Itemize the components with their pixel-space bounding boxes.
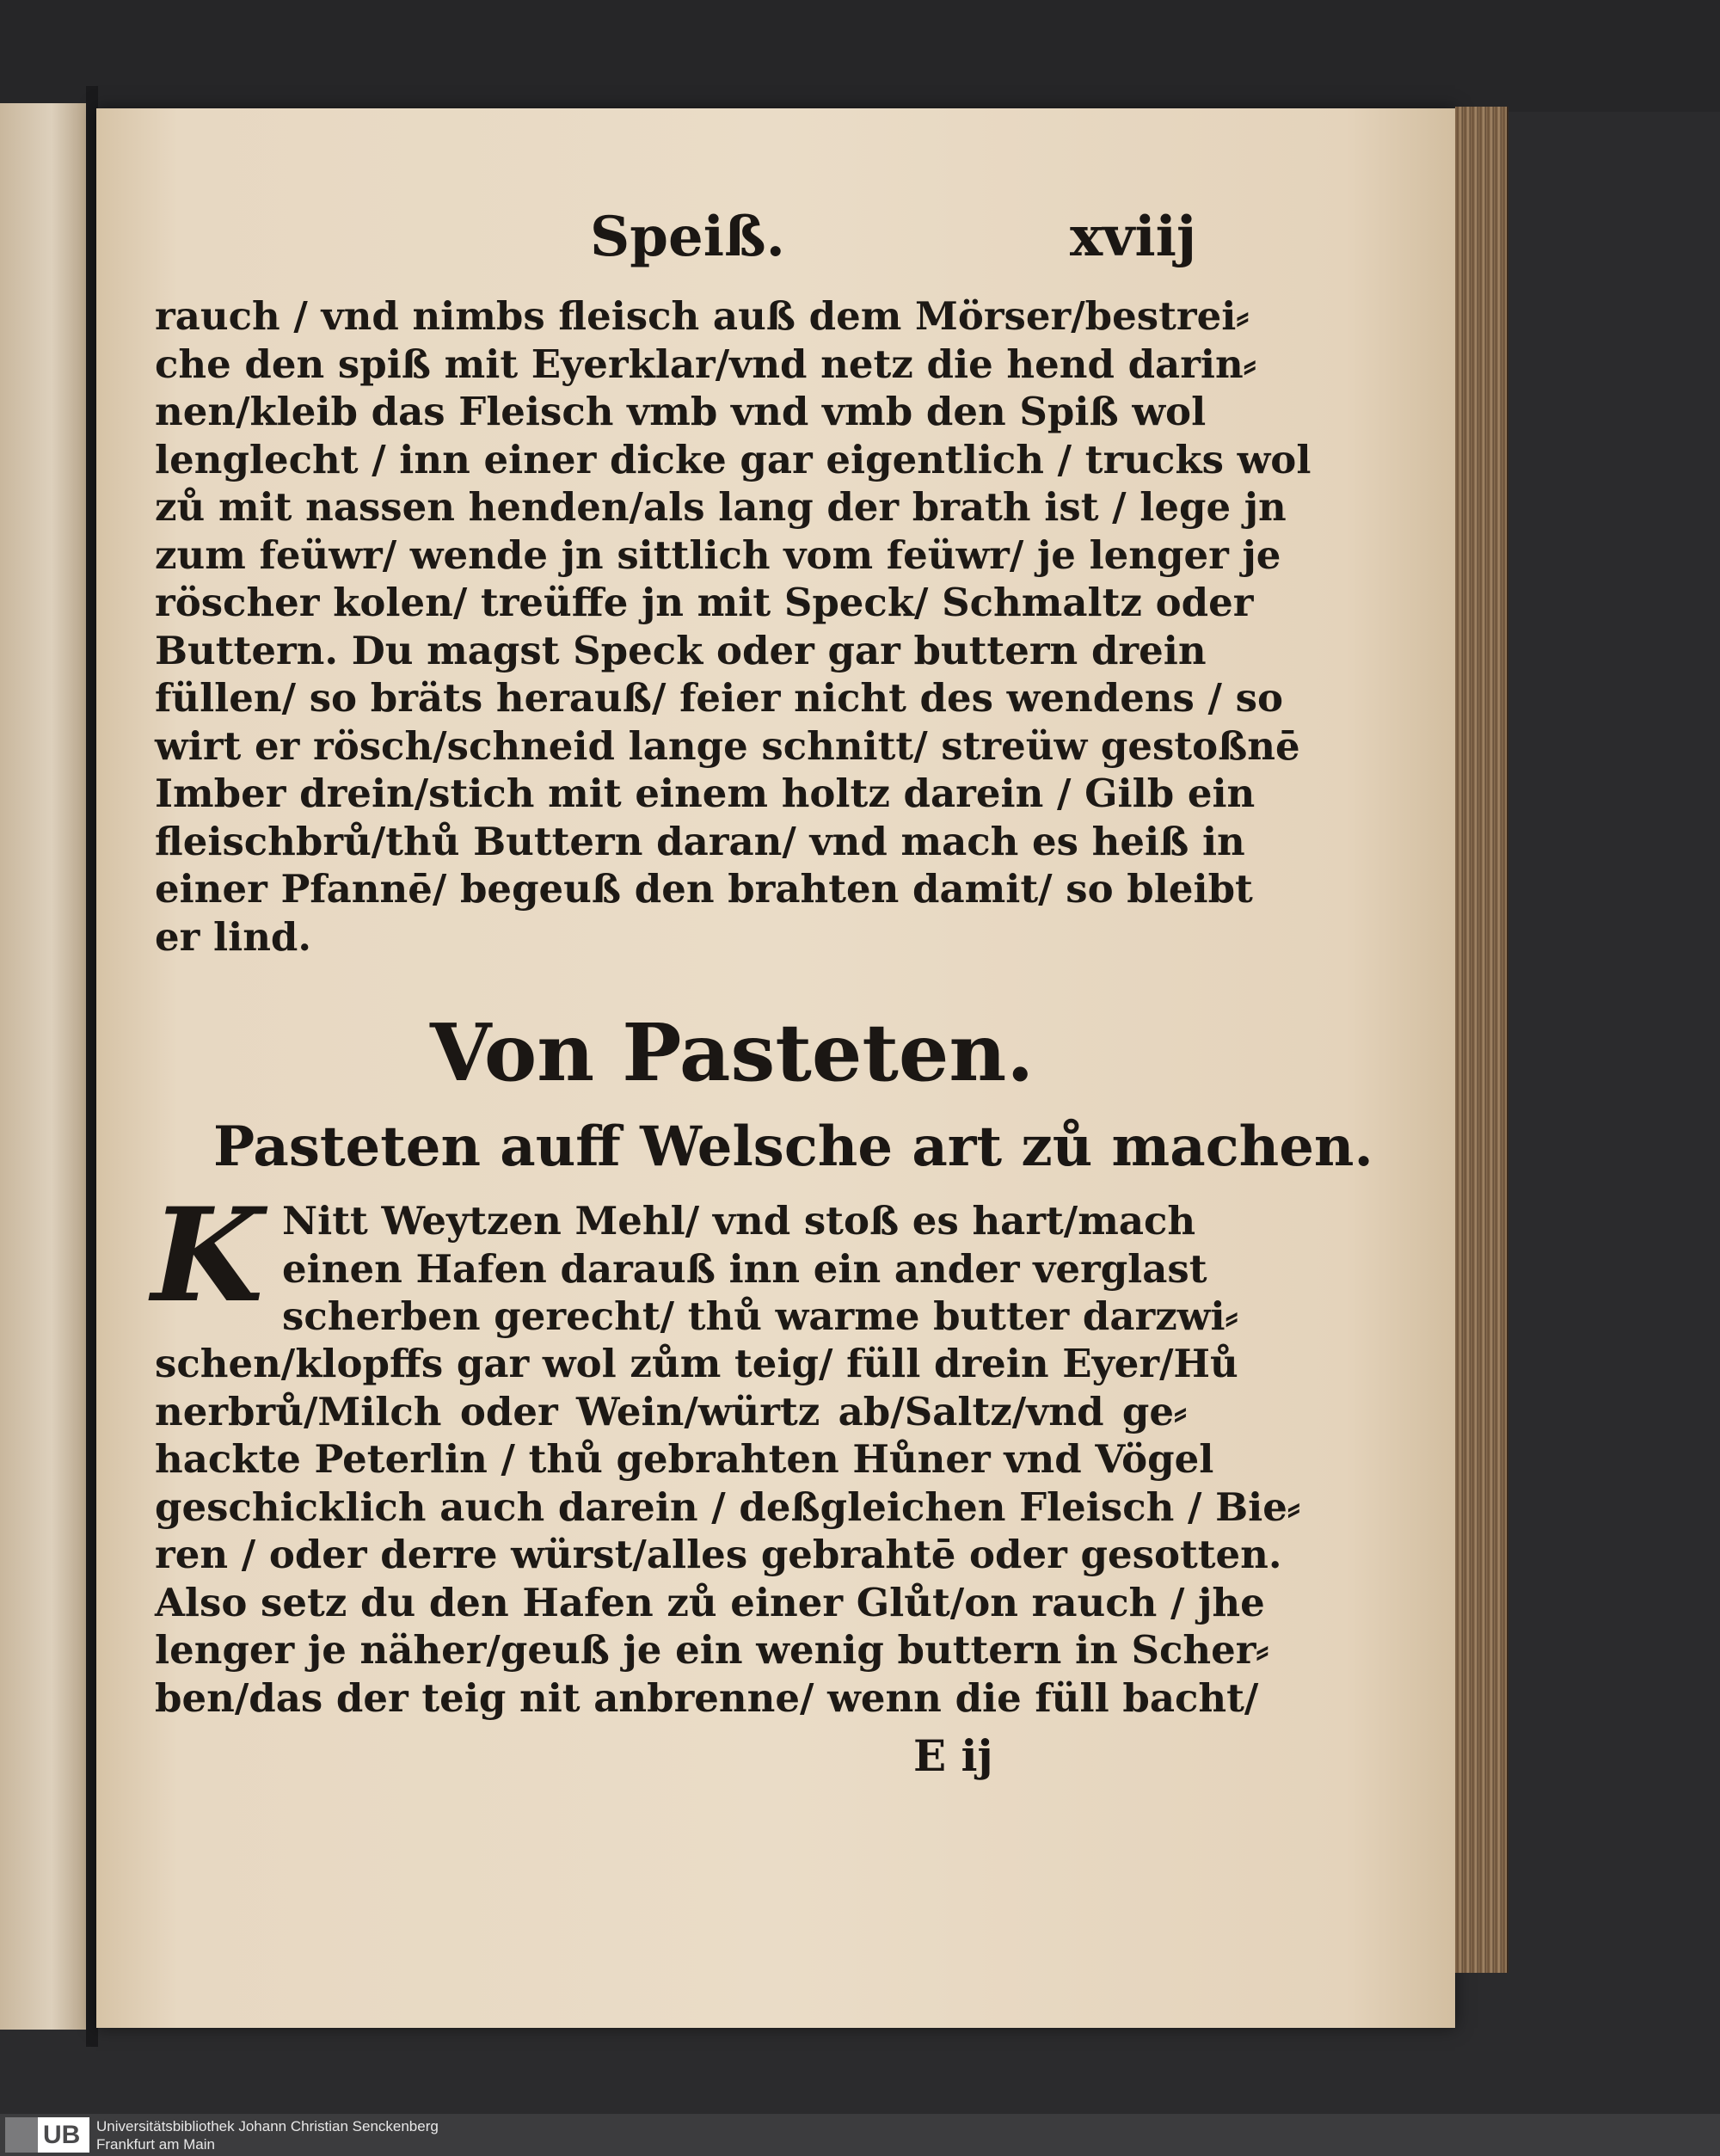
- ub-logo-text: UB: [43, 2120, 81, 2149]
- text-line: rauch / vnd nimbs fleisch auß dem Mörser/bestrei⸗: [155, 293, 1250, 339]
- text-line: Nitt Weytzen Mehl/ vnd stoß es hart/mach: [282, 1198, 1196, 1244]
- text-line: geschicklich auch darein / deßgleichen Fleisch / Bie⸗: [155, 1483, 1300, 1530]
- text-line: schen/klopffs gar wol zům teig/ füll drein Eyer/Hů: [155, 1341, 1238, 1386]
- running-title: Speiß.: [590, 205, 785, 269]
- ub-logo: [5, 2117, 89, 2153]
- text-line: lenglecht / inn einer dicke gar eigentlich / trucks wol: [155, 436, 1312, 482]
- recipe-subtitle: Pasteten auff Welsche art zů machen.: [213, 1115, 1373, 1179]
- text-line: scherben gerecht/ thů warme butter darzwi⸗: [282, 1293, 1238, 1339]
- library-name: Universitätsbibliothek Johann Christian Senckenberg: [96, 2118, 439, 2135]
- text-line: einer Pfannē/ begeuß den brahten damit/ so bleibt: [155, 866, 1253, 912]
- section-title: Von Pasteten.: [430, 1006, 1035, 1099]
- library-footer: [0, 2114, 1720, 2156]
- running-header: [590, 205, 1197, 282]
- ub-logo-square-icon: [5, 2117, 38, 2153]
- scan-backdrop: [0, 0, 1720, 112]
- page-stack-edge: [1455, 107, 1508, 1973]
- text-line: fleischbrů/thů Buttern daran/ vnd mach es heiß in: [155, 818, 1245, 864]
- text-line: Also setz du den Hafen zů einer Glůt/on rauch / jhe: [155, 1579, 1265, 1625]
- text-line: che den spiß mit Eyerklar/vnd netz die hend darin⸗: [155, 341, 1256, 387]
- text-line: röscher kolen/ treüffe jn mit Speck/ Schmaltz oder: [155, 580, 1254, 625]
- text-line: Buttern. Du magst Speck oder gar buttern drein: [155, 627, 1207, 673]
- paragraph-roast: [155, 292, 1312, 961]
- text-line: wirt er rösch/schneid lange schnitt/ streüw gestoßnē: [155, 722, 1300, 769]
- text-line: zů mit nassen henden/als lang der brath ist / lege jn: [155, 484, 1287, 530]
- text-line: hackte Peterlin / thů gebrahten Hůner vnd Vögel: [155, 1436, 1214, 1482]
- signature-mark: E ij: [913, 1730, 993, 1781]
- folio-number: xviij: [1070, 205, 1197, 269]
- library-credit: [96, 2117, 439, 2153]
- text-line: füllen/ so bräts herauß/ feier nicht des wendens / so: [155, 675, 1283, 721]
- facing-page-edge: [0, 103, 86, 2030]
- text-line: lenger je näher/geuß je ein wenig buttern in Scher⸗: [155, 1627, 1269, 1673]
- paragraph-pastry-indented: [282, 1197, 1238, 1341]
- library-city: Frankfurt am Main: [96, 2136, 215, 2153]
- text-line: ren / oder derre würst/alles gebrahtē oder gesotten.: [155, 1532, 1282, 1577]
- drop-cap-initial: K: [151, 1180, 264, 1331]
- text-line: er lind.: [155, 913, 312, 960]
- text-line: nerbrů/Milch oder Wein/würtz ab/Saltz/vnd ge⸗: [155, 1388, 1187, 1434]
- text-line: nen/kleib das Fleisch vmb vnd vmb den Spiß wol: [155, 389, 1207, 434]
- text-line: einen Hafen darauß inn ein ander verglast: [282, 1245, 1207, 1292]
- text-line: ben/das der teig nit anbrenne/ wenn die füll bacht/: [155, 1674, 1259, 1721]
- text-line: Imber drein/stich mit einem holtz darein / Gilb ein: [155, 771, 1256, 816]
- text-line: zum feüwr/ wende jn sittlich vom feüwr/ je lenger je: [155, 531, 1281, 578]
- paragraph-pastry: [155, 1340, 1300, 1722]
